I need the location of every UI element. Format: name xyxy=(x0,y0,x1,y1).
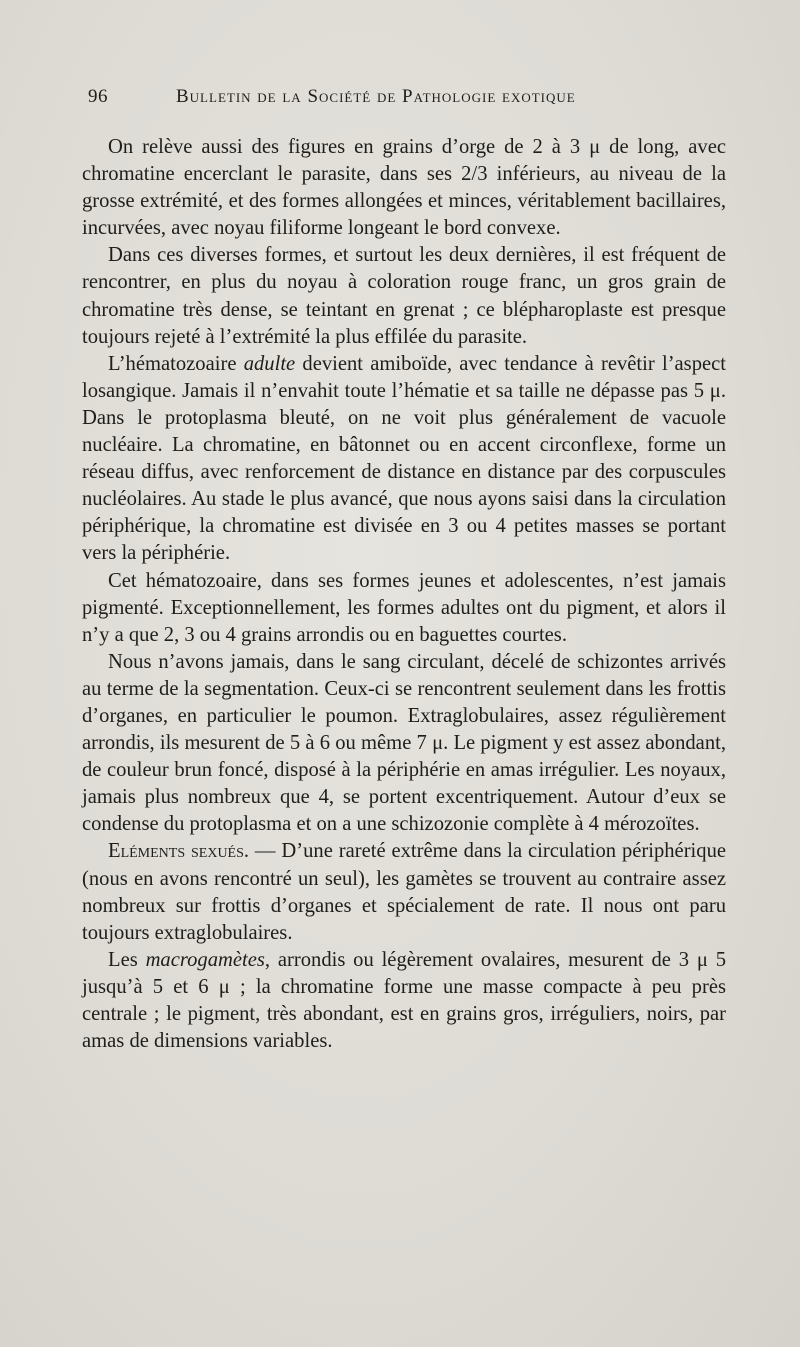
body-text xyxy=(82,134,726,1055)
paragraph xyxy=(82,838,726,946)
paragraph xyxy=(82,351,726,568)
paragraph-text: — D’une rareté extrême dans la circulation périphérique (nous en avons rencontré un seul), les gamètes se trouvent au contraire assez nombreux sur frottis d’organes et spécialement de rate. Il nous ont paru toujours extraglobulaires. xyxy=(82,840,727,944)
page-number: 96 xyxy=(88,86,108,107)
paragraph-text: , arrondis ou légèrement ovalaires, mesurent de 3 μ 5 jusqu’à 5 et 6 μ ; la chromatine forme une masse compacte à peu près centrale ; le pigment, très abondant, est en grains gros, irréguliers, noirs, par amas de dimensions variables. xyxy=(82,948,726,1053)
paragraph-text: L’hématozoaire xyxy=(108,352,244,375)
paragraph: Nous n’avons jamais, dans le sang circulant, décelé de schizontes arrivés au terme de la segmentation. Ceux-ci se rencontrent seulement dans les frottis d’organes, en particulier le poumon. Extraglobulaires, assez régulièrement arrondis, ils mesurent de 5 à 6 ou même 7 μ. Le pigment y est assez abondant, de couleur brun foncé, disposé à la périphérie en amas irrégulier. Les noyaux, jamais plus nombreux que 4, se portent excentriquement. Autour d’eux se condense du protoplasma et on a une schizozonie complète à 4 mérozoïtes. xyxy=(82,650,726,836)
section-heading: Eléments sexués. xyxy=(108,840,250,863)
paragraph: On relève aussi des figures en grains d’orge de 2 à 3 μ de long, avec chromatine encerclant le parasite, dans ses 2/3 inférieurs, au niveau de la grosse extrémité, et des formes allongées et minces, véritablement bacillaires, incurvées, avec noyau filiforme longeant le bord convexe. xyxy=(82,136,726,240)
running-head xyxy=(88,86,738,116)
paragraph: Dans ces diverses formes, et surtout les deux dernières, il est fréquent de rencontrer, en plus du noyau à coloration rouge franc, un gros grain de chromatine très dense, se teintant en grenat ; ce blépharoplaste est presque toujours rejeté à l’extrémité la plus effilée du parasite. xyxy=(82,244,726,348)
paragraph-text: Les xyxy=(108,948,146,971)
italic-term-adulte: adulte xyxy=(243,352,296,375)
paragraph: Cet hématozoaire, dans ses formes jeunes et adolescentes, n’est jamais pigmenté. Exceptionnellement, les formes adultes ont du pigment, et alors il n’y a que 2, 3 ou 4 grains arrondis ou en baguettes courtes. xyxy=(82,569,726,646)
paragraph xyxy=(82,947,726,1055)
italic-term-macrogametes: macrogamètes xyxy=(145,948,265,971)
running-title: Bulletin de la Société de Pathologie exotique xyxy=(176,86,576,107)
paragraph-text: devient amiboïde, avec tendance à revêtir l’aspect losangique. Jamais il n’envahit toute l’hématie et sa taille ne dépasse pas 5 μ. Dans le protoplasma bleuté, on ne voit plus généralement de vacuole nucléaire. La chromatine, en bâtonnet ou en accent circonflexe, forme un réseau diffus, avec renforcement de distance en distance par des corpuscules nucléolaires. Au stade le plus avancé, que nous ayons saisi dans la circulation périphérique, la chromatine est divisée en 3 ou 4 petites masses se portant vers la périphérie. xyxy=(82,352,727,565)
